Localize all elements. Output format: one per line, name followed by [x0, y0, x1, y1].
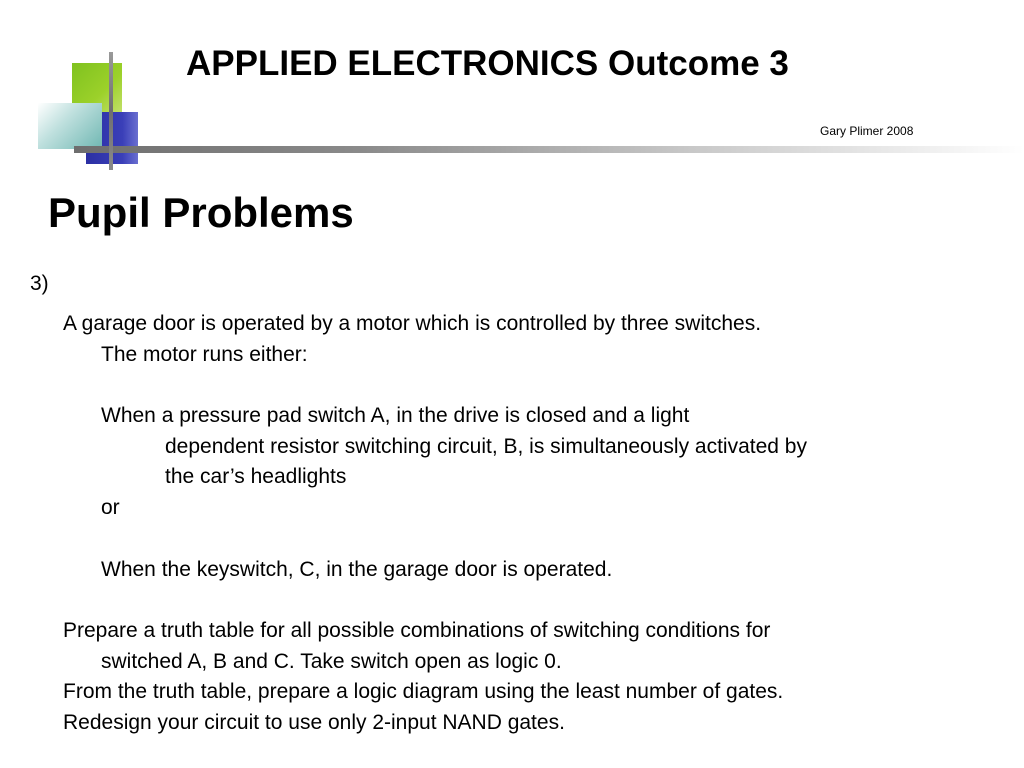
body-line: When the keyswitch, C, in the garage door is operated. — [101, 557, 613, 581]
body-line: A garage door is operated by a motor which is controlled by three switches. — [63, 312, 762, 335]
slide-title: APPLIED ELECTRONICS Outcome 3 — [186, 44, 789, 83]
blank-line — [63, 370, 1003, 401]
section-heading: Pupil Problems — [48, 189, 354, 236]
body-line: dependent resistor switching circuit, B, is simultaneously activated by — [165, 434, 807, 458]
body-line: When a pressure pad switch A, in the drive is closed and a light — [101, 404, 690, 428]
logo-teal-square — [38, 103, 102, 149]
body-line: The motor runs either: — [101, 342, 308, 366]
body-line: or — [101, 496, 120, 520]
problem-text — [63, 309, 1003, 739]
header-divider-line — [74, 146, 1024, 153]
body-line: Prepare a truth table for all possible combinations of switching conditions for — [63, 618, 771, 642]
body-line: the car’s headlights — [165, 465, 347, 489]
body-line: Redesign your circuit to use only 2-input NAND gates. — [63, 710, 565, 734]
author-credit: Gary Plimer 2008 — [820, 124, 914, 138]
blank-line — [63, 524, 1003, 555]
question-number: 3) — [30, 272, 49, 295]
body-line: switched A, B and C. Take switch open as logic 0. — [101, 649, 562, 673]
logo-vertical-line — [109, 52, 113, 170]
body-line: From the truth table, prepare a logic diagram using the least number of gates. — [63, 680, 784, 704]
blank-line — [63, 585, 1003, 616]
